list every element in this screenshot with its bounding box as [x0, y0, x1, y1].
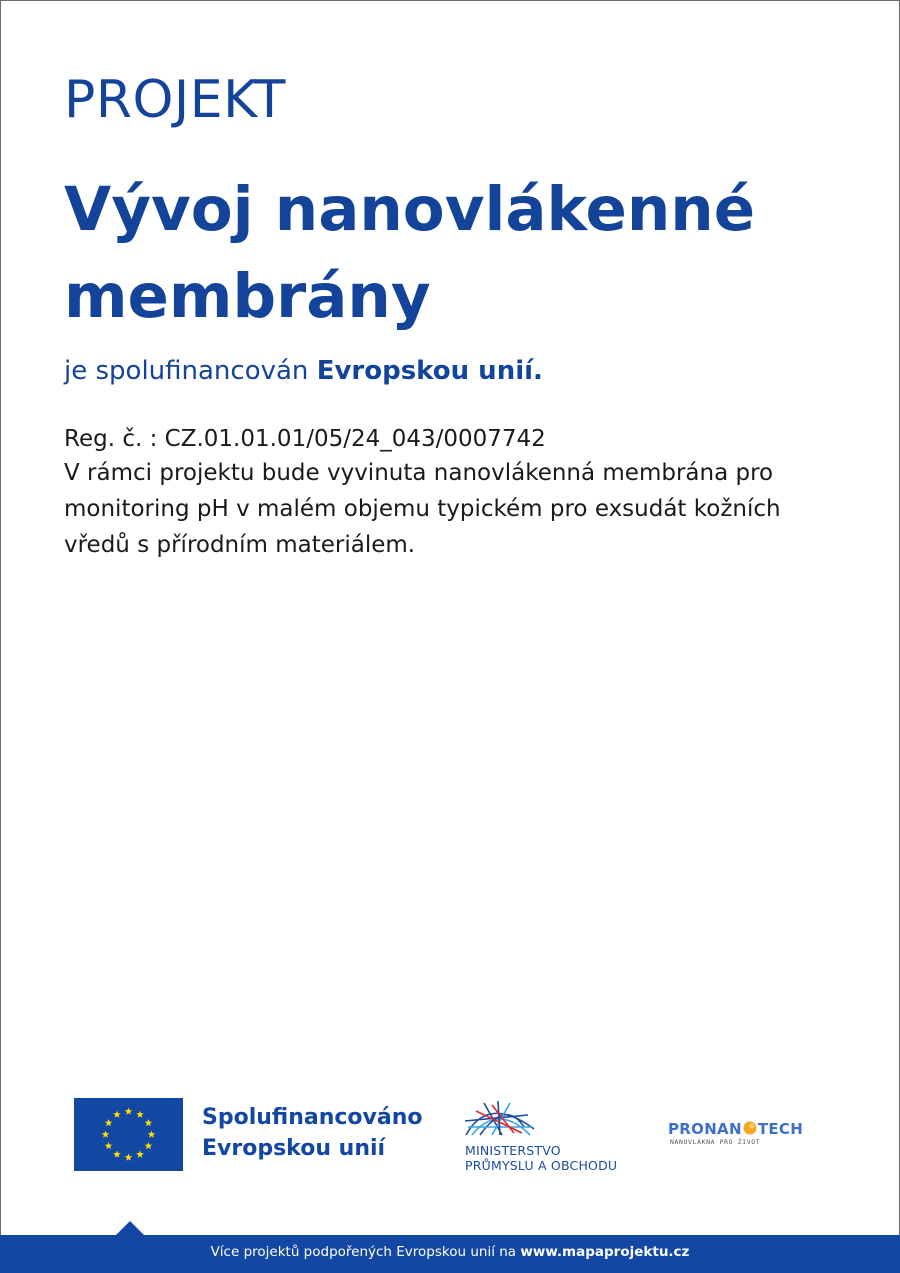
eu-star — [125, 1108, 133, 1115]
pronanotech-logo-icon — [668, 1120, 803, 1138]
eu-flag-icon — [74, 1098, 183, 1171]
eu-star — [102, 1131, 110, 1138]
project-title-line1: Vývoj nanovlákenné — [64, 174, 756, 245]
footer-text: Více projektů podpořených Evropskou unií na — [210, 1244, 521, 1260]
project-title-line2: membrány — [64, 261, 431, 332]
eu-star — [136, 1111, 144, 1118]
eu-star — [105, 1119, 113, 1126]
pronanotech-name-part2: TECH — [757, 1120, 804, 1138]
registration-number: Reg. č. : CZ.01.01.01/05/24_043/0007742 — [64, 426, 546, 452]
eu-star — [136, 1150, 144, 1157]
pronanotech-drop-icon — [742, 1121, 758, 1135]
ministry-line1: MINISTERSTVO — [465, 1143, 561, 1158]
eu-star — [145, 1119, 153, 1126]
footer-link[interactable]: www.mapaprojektu.cz — [520, 1244, 690, 1260]
eu-text-line2: Evropskou unií — [202, 1136, 386, 1161]
eu-star — [145, 1142, 153, 1149]
ministry-line2: PRŮMYSLU A OBCHODU — [465, 1158, 618, 1173]
footer-notch — [116, 1221, 144, 1235]
project-description: V rámci projektu bude vyvinuta nanovlákenná membrána pro monitoring pH v malém objemu typickém pro exsudát kožních vředů s přírodním materiálem. — [64, 460, 781, 558]
eu-cofinanced-text — [202, 1102, 423, 1164]
cofinancing-prefix: je spolufinancován — [64, 356, 317, 386]
eu-star — [113, 1150, 121, 1157]
eu-star — [148, 1131, 156, 1138]
eu-star — [105, 1142, 113, 1149]
eu-star — [113, 1111, 121, 1118]
eu-text-line1: Spolufinancováno — [202, 1105, 423, 1130]
cofinancing-eu: Evropskou unií. — [316, 356, 543, 386]
eu-star — [125, 1154, 133, 1161]
project-label: PROJEKT — [64, 70, 286, 130]
ministry-text — [465, 1143, 617, 1173]
cofinancing-statement — [64, 356, 543, 387]
pronanotech-tagline: NANOVLÁKNA PRO ŽIVOT — [670, 1138, 761, 1146]
project-title — [64, 166, 844, 340]
pronanotech-name-part1: PRONAN — [668, 1120, 742, 1138]
footer-bar — [0, 1235, 900, 1273]
